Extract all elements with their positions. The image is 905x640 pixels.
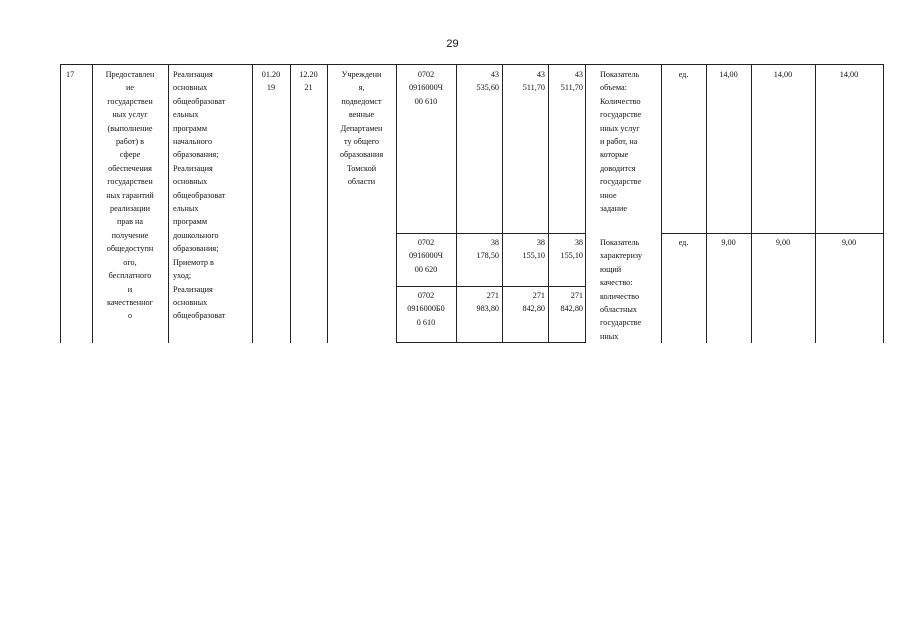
indicator-value-year1: 9,00 [721,238,736,247]
budget-table [60,64,884,343]
finance-value-year3: 38 155,10 [560,238,583,261]
indicator-value-year1: 14,00 [719,70,738,79]
finance-value-year2: 38 155,10 [522,238,545,261]
indicator-name: Показатель объема: Количество государстве нных услуг и работ, на которые доводится государстве нное задание [600,70,642,214]
budget-code: 0702 0916000Б0 0 610 [407,291,445,327]
finance-value-year3: 43 511,70 [560,70,583,93]
column-divider [252,64,253,343]
row-number: 17 [66,70,75,79]
finance-value-year3: 271 842,80 [560,291,583,314]
indicator-value-year2: 9,00 [775,238,791,247]
row-divider [396,286,585,287]
column-divider [706,64,707,343]
column-divider [815,64,816,343]
column-divider [290,64,291,343]
indicator-value-year2: 14,00 [773,70,793,79]
page-number: 29 [446,38,459,50]
finance-value-year1: 38 178,50 [476,238,499,261]
indicator-unit: ед. [678,238,689,247]
start-date: 01.20 19 [261,70,281,93]
goal-text: Предоставлен ие государствен ных услуг (выполнение работ) в сфере обеспечения государствен ных гарантий реализации прав на получение общедоступн ого, бесплатного и качественног о [105,70,155,321]
indicator-unit: ед. [678,70,689,79]
column-divider [661,64,662,343]
end-date: 12.20 21 [299,70,318,93]
column-divider [751,64,752,343]
row-divider [396,342,585,343]
row-divider [661,233,884,234]
table-border-line [883,64,884,343]
budget-code: 0702 0916000Ч 00 620 [409,238,443,274]
finance-value-year2: 43 511,70 [522,70,545,93]
finance-value-year1: 43 535,60 [476,70,499,93]
table-border-line [60,64,884,65]
budget-code: 0702 0916000Ч 00 610 [409,70,443,106]
finance-value-year1: 271 983,80 [476,291,499,314]
column-divider [585,64,586,343]
activity-text: Реализация основных общеобразоват ельных программ начального образования; Реализация основных общеобразоват ельных программ дошкольного образования; Приемотр в уход; Реализация основных общеобразоват [173,70,226,321]
table-border-line [60,64,61,343]
row-divider [396,233,585,234]
finance-value-year2: 271 842,80 [522,291,545,314]
executor-text: Учреждени я, подведомст венные Департамен ту общего образования Томской области [339,70,384,187]
indicator-value-year3: 9,00 [841,238,857,247]
column-divider [168,64,169,343]
indicator-value-year3: 14,00 [839,70,859,79]
indicator-name: Показатель характеризу ющий качество: количество областных государстве нных [600,238,643,341]
